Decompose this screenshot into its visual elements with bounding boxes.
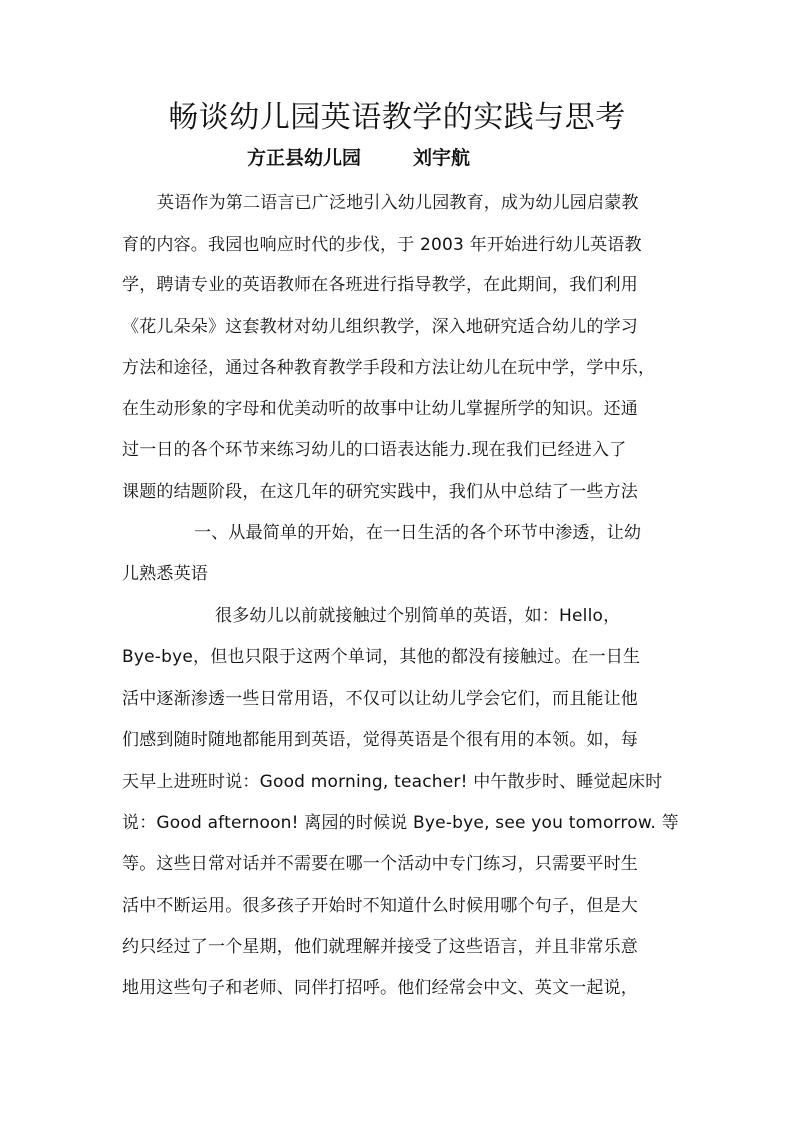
body-line: 过一日的各个环节来练习幼儿的口语表达能力.现在我们已经进入了 <box>122 440 627 460</box>
body-line: 育的内容。我园也响应时代的步伐，于 2003 年开始进行幼儿英语教 <box>122 235 642 255</box>
body-line: 英语作为第二语言已广泛地引入幼儿园教育，成为幼儿园启蒙教 <box>157 193 639 213</box>
byline-school: 方正县幼儿园 <box>247 147 362 169</box>
body-line: 在生动形象的字母和优美动听的故事中让幼儿掌握所学的知识。还通 <box>122 399 638 419</box>
body-line: 课题的结题阶段，在这几年的研究实践中，我们从中总结了一些方法 <box>122 482 638 502</box>
body-line: 很多幼儿以前就接触过个别简单的英语，如：Hello， <box>215 606 621 626</box>
byline <box>247 144 470 172</box>
body-line: 天早上进班时说：Good morning, teacher! 中午散步时、睡觉起床时 <box>122 772 663 792</box>
body-line: 等。这些日常对话并不需要在哪一个活动中专门练习，只需要平时生 <box>122 854 638 874</box>
body-line: 《花儿朵朵》这套教材对幼儿组织教学，深入地研究适合幼儿的学习 <box>122 317 638 337</box>
body-line: 活中逐渐渗透一些日常用语，不仅可以让幼儿学会它们，而且能让他 <box>122 689 638 709</box>
body-line: 地用这些句子和老师、同伴打招呼。他们经常会中文、英文一起说， <box>122 978 638 998</box>
document-title: 畅谈幼儿园英语教学的实践与思考 <box>168 100 626 135</box>
byline-author: 刘宇航 <box>413 147 471 169</box>
body-line: 说：Good afternoon! 离园的时候说 Bye-bye, see you tomorrow. 等 <box>122 813 679 833</box>
section-heading-line: 儿熟悉英语 <box>122 564 208 584</box>
body-line: Bye-bye，但也只限于这两个单词，其他的都没有接触过。在一日生 <box>122 647 641 667</box>
section-heading-line: 一、从最简单的开始，在一日生活的各个环节中渗透，让幼 <box>194 523 642 543</box>
body-line: 学，聘请专业的英语教师在各班进行指导教学，在此期间，我们利用 <box>122 275 638 295</box>
body-line: 们感到随时随地都能用到英语，觉得英语是个很有用的本领。如，每 <box>122 730 638 750</box>
body-line: 活中不断运用。很多孩子开始时不知道什么时候用哪个句子，但是大 <box>122 896 638 916</box>
body-line: 约只经过了一个星期，他们就理解并接受了这些语言，并且非常乐意 <box>122 937 638 957</box>
body-line: 方法和途径，通过各种教育教学手段和方法让幼儿在玩中学，学中乐， <box>122 358 656 378</box>
